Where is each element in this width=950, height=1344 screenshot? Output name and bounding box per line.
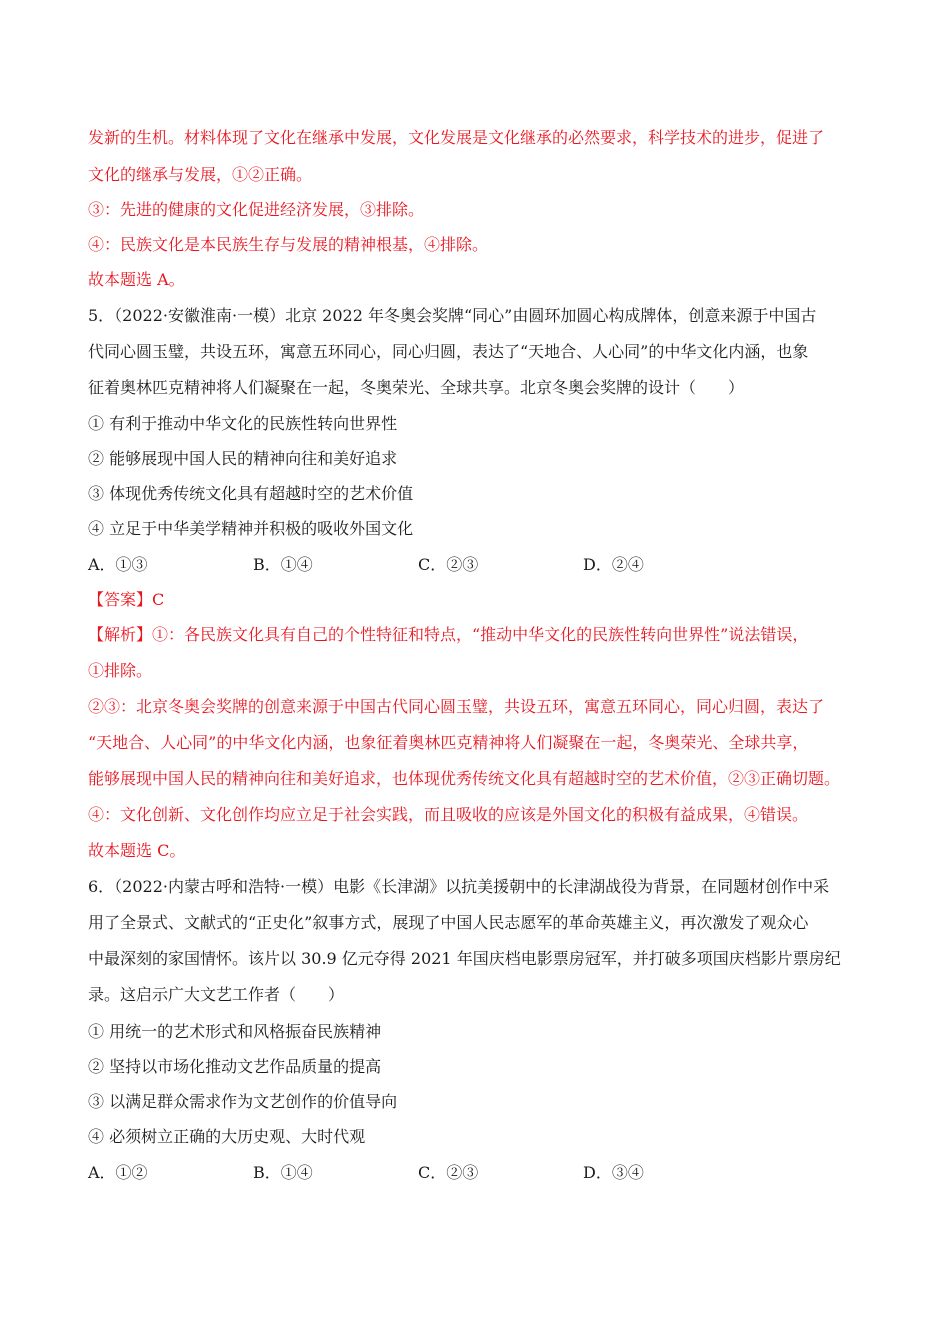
text-line: 故本题选 A。	[88, 270, 185, 289]
text-line: “天地合、人心同”的中华文化内涵，也象征着奥林匹克精神将人们凝聚在一起，冬奥荣光、全球共享，	[88, 733, 809, 752]
q6-option-d: D．③④	[583, 1163, 644, 1182]
text-line: ② 坚持以市场化推动文艺作品质量的提高	[88, 1057, 382, 1076]
text-line: 发新的生机。材料体现了文化在继承中发展，文化发展是文化继承的必然要求，科学技术的进步，促进了	[88, 128, 825, 147]
text-line: 用了全景式、文献式的“正史化”叙事方式，展现了中国人民志愿军的革命英雄主义，再次激发了观众心	[88, 913, 809, 932]
q5-option-d: D．②④	[583, 555, 644, 574]
q5-option-b: B．①④	[253, 555, 313, 574]
text-line: 5．（2022·安徽淮南·一模）北京 2022 年冬奥会奖牌“同心”由圆环加圆心构成牌体，创意来源于中国古	[88, 306, 817, 325]
text-line: ① 用统一的艺术形式和风格振奋民族精神	[88, 1022, 382, 1041]
text-line: 代同心圆玉璧，共设五环，寓意五环同心，同心归圆，表达了“天地合、人心同”的中华文化内涵，也象	[88, 342, 809, 361]
text-line: ④ 立足于中华美学精神并积极的吸收外国文化	[88, 519, 414, 538]
text-line: 【答案】C	[88, 590, 165, 609]
text-line: ② 能够展现中国人民的精神向往和美好追求	[88, 449, 398, 468]
text-line: ④：民族文化是本民族生存与发展的精神根基，④排除。	[88, 235, 489, 254]
text-line: ④：文化创新、文化创作均应立足于社会实践，而且吸收的应该是外国文化的积极有益成果，④错误。	[88, 805, 809, 824]
q6-option-b: B．①④	[253, 1163, 313, 1182]
text-line: 录。这启示广大文艺工作者（ ）	[88, 985, 345, 1004]
text-line: ③ 体现优秀传统文化具有超越时空的艺术价值	[88, 484, 414, 503]
text-line: 6．（2022·内蒙古呼和浩特·一模）电影《长津湖》以抗美援朝中的长津湖战役为背景，在同题材创作中采	[88, 877, 830, 896]
text-line: ③ 以满足群众需求作为文艺创作的价值导向	[88, 1092, 398, 1111]
text-line: 文化的继承与发展，①②正确。	[88, 165, 313, 184]
text-line: 故本题选 C。	[88, 841, 186, 860]
text-line: ②③：北京冬奥会奖牌的创意来源于中国古代同心圆玉璧，共设五环，寓意五环同心，同心归圆，表达了	[88, 697, 825, 716]
text-line: ③：先进的健康的文化促进经济发展，③排除。	[88, 200, 425, 219]
text-line: 能够展现中国人民的精神向往和美好追求，也体现优秀传统文化具有超越时空的艺术价值，②③正确切题。	[88, 769, 841, 788]
q6-option-a: A．①②	[88, 1163, 148, 1182]
q6-option-c: C．②③	[418, 1163, 479, 1182]
text-line: 【解析】①：各民族文化具有自己的个性特征和特点，“推动中华文化的民族性转向世界性”说法错误，	[88, 625, 809, 644]
text-line: ④ 必须树立正确的大历史观、大时代观	[88, 1127, 366, 1146]
text-line: 中最深刻的家国情怀。该片以 30.9 亿元夺得 2021 年国庆档电影票房冠军，并打破多项国庆档影片票房纪	[88, 949, 841, 968]
text-line: 征着奥林匹克精神将人们凝聚在一起，冬奥荣光、全球共享。北京冬奥会奖牌的设计（ ）	[88, 378, 745, 397]
text-line: ① 有利于推动中华文化的民族性转向世界性	[88, 414, 398, 433]
text-line: ①排除。	[88, 661, 153, 680]
q5-option-c: C．②③	[418, 555, 479, 574]
q5-option-a: A．①③	[88, 555, 148, 574]
